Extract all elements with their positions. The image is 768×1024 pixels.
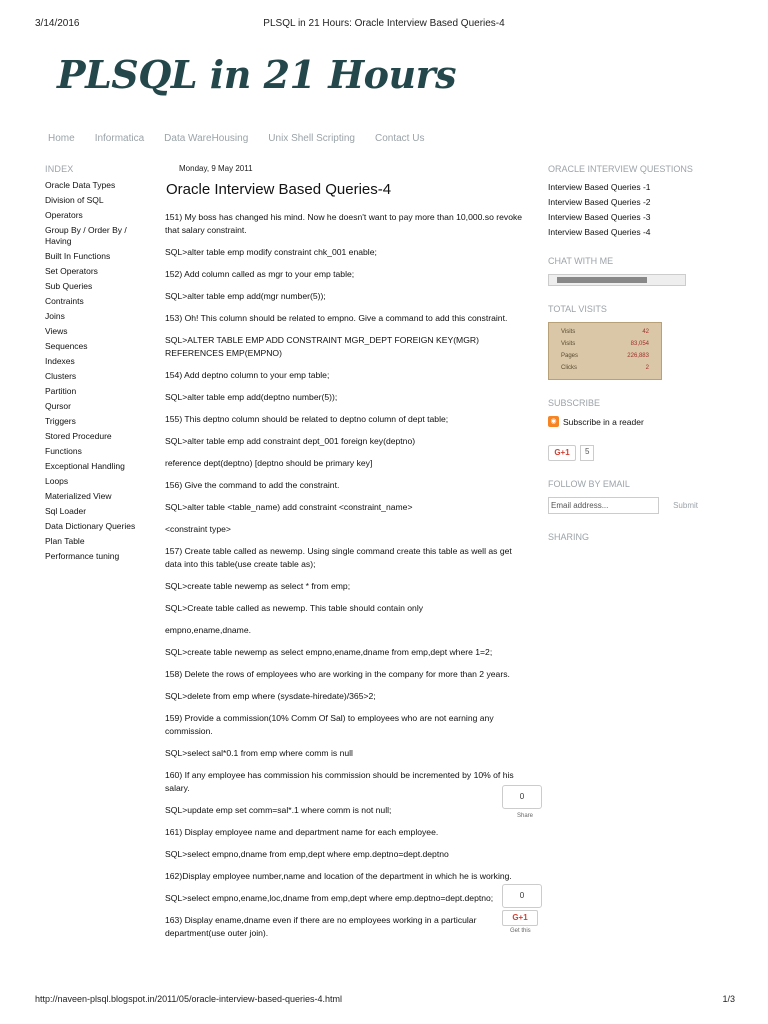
print-page-number: 1/3 — [722, 994, 735, 1004]
post-paragraph: 158) Delete the rows of employees who are working in the company for more than 2 years. — [165, 669, 510, 679]
visits-label: Clicks — [561, 365, 577, 371]
index-item[interactable]: Sql Loader — [45, 506, 87, 516]
post-paragraph: 157) Create table called as newemp. Using single command create this table as well as get data into this table(use create table as); — [165, 546, 512, 569]
post-paragraph: 152) Add column called as mgr to your emp table; — [165, 269, 355, 279]
post-title: Oracle Interview Based Queries-4 — [166, 181, 392, 198]
post-paragraph: SQL>select empno,ename,loc,dname from emp,dept where emp.deptno=dept.deptno; — [165, 893, 494, 903]
post-paragraph: 162)Display employee number,name and location of the department in which he is working. — [165, 871, 512, 881]
post-paragraph: <constraint type> — [165, 524, 231, 534]
gplus-count: 5 — [580, 445, 594, 461]
post-paragraph: reference dept(deptno) [deptno should be primary key] — [165, 458, 373, 468]
post-paragraph: SQL>create table newemp as select * from emp; — [165, 581, 351, 591]
email-input[interactable]: Email address... — [548, 497, 659, 514]
post-paragraph: SQL>select empno,dname from emp,dept where emp.deptno=dept.deptno — [165, 849, 449, 859]
post-paragraph: SQL>create table newemp as select empno,ename,dname from emp,dept where 1=2; — [165, 647, 493, 657]
post-paragraph: SQL>Create table called as newemp. This table should contain only — [165, 603, 424, 613]
index-item[interactable]: Group By / Order By / Having — [45, 225, 127, 246]
index-item[interactable]: Qursor — [45, 401, 71, 411]
nav-informatica[interactable]: Informatica — [94, 133, 145, 144]
post-paragraph: SQL>alter table emp add constraint dept_001 foreign key(deptno) — [165, 436, 416, 446]
post-paragraph: SQL>alter table emp add(mgr number(5)); — [165, 291, 326, 301]
index-item[interactable]: Loops — [45, 476, 69, 486]
gplus-button[interactable]: G+1 — [502, 910, 538, 926]
chat-widget-title: CHAT WITH ME — [548, 256, 614, 266]
nav-contact-us[interactable]: Contact Us — [375, 133, 425, 144]
gplus-widget — [548, 445, 698, 461]
visits-value: 226,883 — [627, 353, 649, 359]
plusone-count-box[interactable]: 0 — [502, 884, 542, 908]
share-count-box[interactable]: 0 — [502, 785, 542, 809]
print-url: http://naveen-plsql.blogspot.in/2011/05/oracle-interview-based-queries-4.html — [35, 994, 343, 1004]
index-item[interactable]: Oracle Data Types — [45, 180, 116, 190]
post-paragraph: 153) Oh! This column should be related to empno. Give a command to add this constraint. — [165, 313, 508, 323]
subscribe-label: Subscribe in a reader — [563, 416, 644, 427]
post-paragraph: SQL>alter table emp modify constraint chk_001 enable; — [165, 247, 377, 257]
interview-widget-title: ORACLE INTERVIEW QUESTIONS — [548, 164, 693, 174]
scroll-thumb[interactable] — [557, 277, 647, 283]
index-item[interactable]: Clusters — [45, 371, 77, 381]
top-nav — [48, 133, 444, 144]
follow-widget-title: FOLLOW BY EMAIL — [548, 479, 630, 489]
email-form — [548, 497, 698, 514]
index-item[interactable]: Stored Procedure — [45, 431, 112, 441]
nav-data-warehousing[interactable]: Data WareHousing — [164, 133, 249, 144]
rss-icon: ◉ — [548, 416, 559, 427]
post-paragraph: SQL>ALTER TABLE EMP ADD CONSTRAINT MGR_DEPT FOREIGN KEY(MGR) REFERENCES EMP(EMPNO) — [165, 335, 479, 358]
post-paragraph: 154) Add deptno column to your emp table; — [165, 370, 330, 380]
interview-link[interactable]: Interview Based Queries -3 — [548, 212, 651, 222]
visits-label: Visits — [561, 341, 576, 347]
visits-counter-image — [548, 322, 662, 380]
index-item[interactable]: Triggers — [45, 416, 76, 426]
blog-title[interactable]: PLSQL in 21 Hours — [57, 52, 456, 97]
visits-label: Pages — [561, 353, 579, 359]
get-this-label: Get this — [510, 928, 531, 934]
index-item[interactable]: Views — [45, 326, 68, 336]
index-title: INDEX — [45, 164, 74, 174]
index-item[interactable]: Exceptional Handling — [45, 461, 125, 471]
submit-button[interactable]: Submit — [673, 501, 698, 510]
subscribe-widget-title: SUBSCRIBE — [548, 398, 601, 408]
index-item[interactable]: Data Dictionary Queries — [45, 521, 136, 531]
post-paragraph: 160) If any employee has commission his commission should be incremented by 10% of his salary. — [165, 770, 514, 793]
print-date: 3/14/2016 — [35, 18, 80, 29]
index-sidebar — [45, 164, 150, 566]
sharing-widget-title: SHARING — [548, 532, 590, 542]
post — [165, 164, 527, 949]
interview-link[interactable]: Interview Based Queries -1 — [548, 182, 651, 192]
post-paragraph: SQL>select sal*0.1 from emp where comm is null — [165, 748, 353, 758]
index-item[interactable]: Built In Functions — [45, 251, 111, 261]
post-date: Monday, 9 May 2011 — [179, 164, 253, 173]
post-paragraph: SQL>alter table <table_name) add constraint <constraint_name> — [165, 502, 413, 512]
index-list — [45, 180, 150, 562]
post-paragraph: SQL>delete from emp where (sysdate-hiredate)/365>2; — [165, 691, 376, 701]
interview-list — [548, 182, 698, 238]
nav-unix-shell-scripting[interactable]: Unix Shell Scripting — [268, 133, 355, 144]
index-item[interactable]: Plan Table — [45, 536, 85, 546]
visits-value: 83,054 — [630, 341, 649, 347]
post-body — [165, 211, 527, 940]
index-item[interactable]: Indexes — [45, 356, 75, 366]
index-item[interactable]: Sub Queries — [45, 281, 93, 291]
post-paragraph: 151) My boss has changed his mind. Now he doesn't want to pay more than 10,000.so revoke that salary constraint. — [165, 212, 523, 235]
index-item[interactable]: Operators — [45, 210, 83, 220]
index-item[interactable]: Partition — [45, 386, 77, 396]
visits-value: 42 — [642, 329, 649, 335]
print-title: PLSQL in 21 Hours: Oracle Interview Based Queries-4 — [263, 18, 505, 29]
chat-scrollbar[interactable] — [548, 274, 686, 286]
index-item[interactable]: Joins — [45, 311, 65, 321]
visits-label: Visits — [561, 329, 576, 335]
post-paragraph: 159) Provide a commission(10% Comm Of Sal) to employees who are not earning any commission. — [165, 713, 494, 736]
post-paragraph: SQL>update emp set comm=sal*.1 where comm is not null; — [165, 805, 392, 815]
post-paragraph: SQL>alter table emp add(deptno number(5)); — [165, 392, 338, 402]
post-paragraph: 156) Give the command to add the constraint. — [165, 480, 340, 490]
post-paragraph: 155) This deptno column should be related to deptno column of dept table; — [165, 414, 449, 424]
index-item[interactable]: Materialized View — [45, 491, 112, 501]
right-sidebar — [548, 164, 698, 550]
index-item[interactable]: Sequences — [45, 341, 88, 351]
index-item[interactable]: Set Operators — [45, 266, 98, 276]
index-item[interactable]: Performance tuning — [45, 551, 120, 561]
subscribe-link[interactable] — [548, 416, 698, 427]
index-item[interactable]: Division of SQL — [45, 195, 104, 205]
index-item[interactable]: Functions — [45, 446, 82, 456]
interview-link[interactable]: Interview Based Queries -2 — [548, 197, 651, 207]
post-paragraph: 161) Display employee name and department name for each employee. — [165, 827, 439, 837]
nav-home[interactable]: Home — [48, 133, 75, 144]
gplus-button[interactable]: G+1 — [548, 445, 576, 461]
post-paragraph: 163) Display ename,dname even if there are no employees working in a particular department(use outer join). — [165, 915, 477, 938]
post-paragraph: empno,ename,dname. — [165, 625, 251, 635]
visits-value: 2 — [645, 365, 649, 371]
share-label: Share — [517, 813, 534, 819]
interview-link[interactable]: Interview Based Queries -4 — [548, 227, 651, 237]
index-item[interactable]: Contraints — [45, 296, 84, 306]
visits-widget-title: TOTAL VISITS — [548, 304, 607, 314]
